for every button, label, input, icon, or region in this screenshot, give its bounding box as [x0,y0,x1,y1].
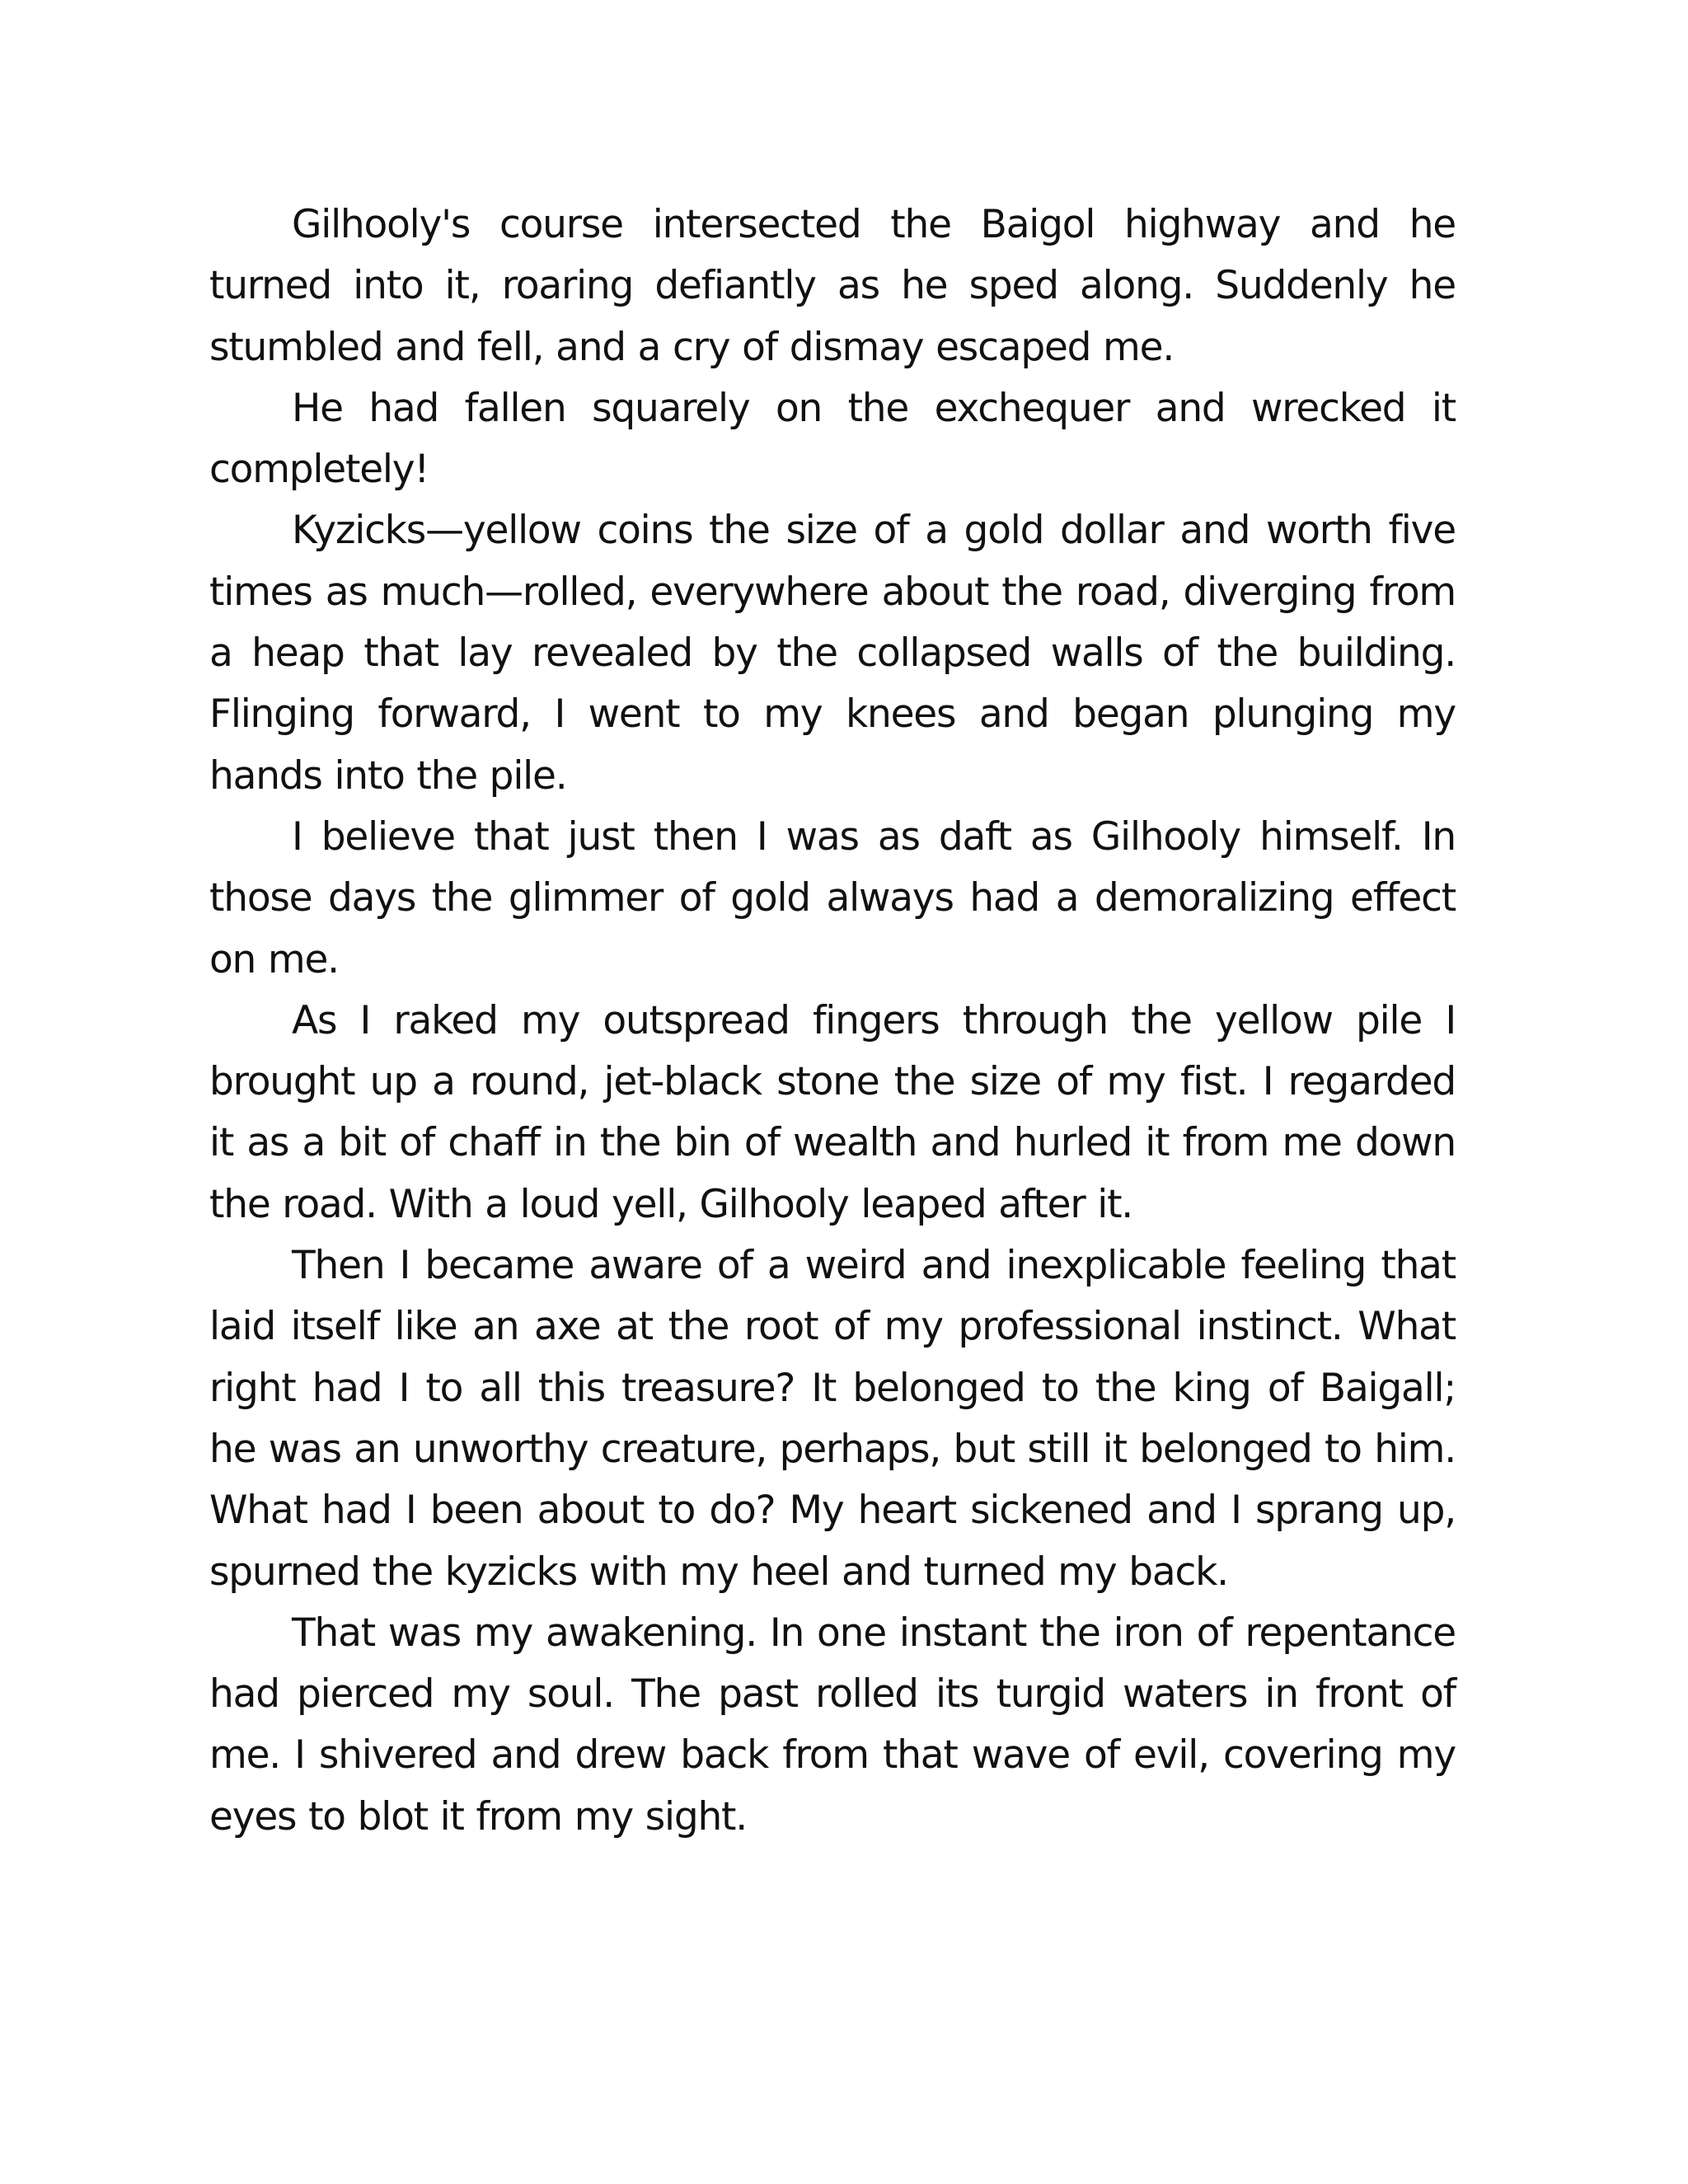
paragraph-7: That was my awakening. In one instant the iron of repentance had pierced my soul. The past rolled its turgid waters in front of me. I shivered and drew back from that wave of evil, covering my eyes to blot it from my sight. [209,1610,1456,1840]
paragraph-3: Kyzicks—yellow coins the size of a gold dollar and worth five times as much—rolled, everywhere about the road, diverging from a heap that lay revealed by the collapsed walls of the building. Flinging forward, I went to my knees and began plunging my hands into the pile. [209,508,1456,799]
paragraph-1: Gilhooly's course intersected the Baigol highway and he turned into it, roaring defiantly as he sped along. Suddenly he stumbled and fell, and a cry of dismay escaped me. [209,202,1456,370]
paragraph-6: Then I became aware of a weird and inexplicable feeling that laid itself like an axe at the root of my professional instinct. What right had I to all this treasure? It belonged to the king of Baigall; he was an unworthy creature, perhaps, but still it belonged to him. What had I been about to do? My heart sickened and I sprang up, spurned the kyzicks with my heel and turned my back. [209,1243,1456,1595]
document-page [209,194,1456,1848]
paragraph-4: I believe that just then I was as daft as Gilhooly himself. In those days the glimmer of gold always had a demoralizing effect on me. [209,813,1456,982]
paragraph-2: He had fallen squarely on the exchequer and wrecked it completely! [209,385,1456,493]
paragraph-5: As I raked my outspread fingers through the yellow pile I brought up a round, jet-black stone the size of my fist. I regarded it as a bit of chaff in the bin of wealth and hurled it from me down the road. With a loud yell, Gilhooly leaped after it. [209,997,1456,1227]
